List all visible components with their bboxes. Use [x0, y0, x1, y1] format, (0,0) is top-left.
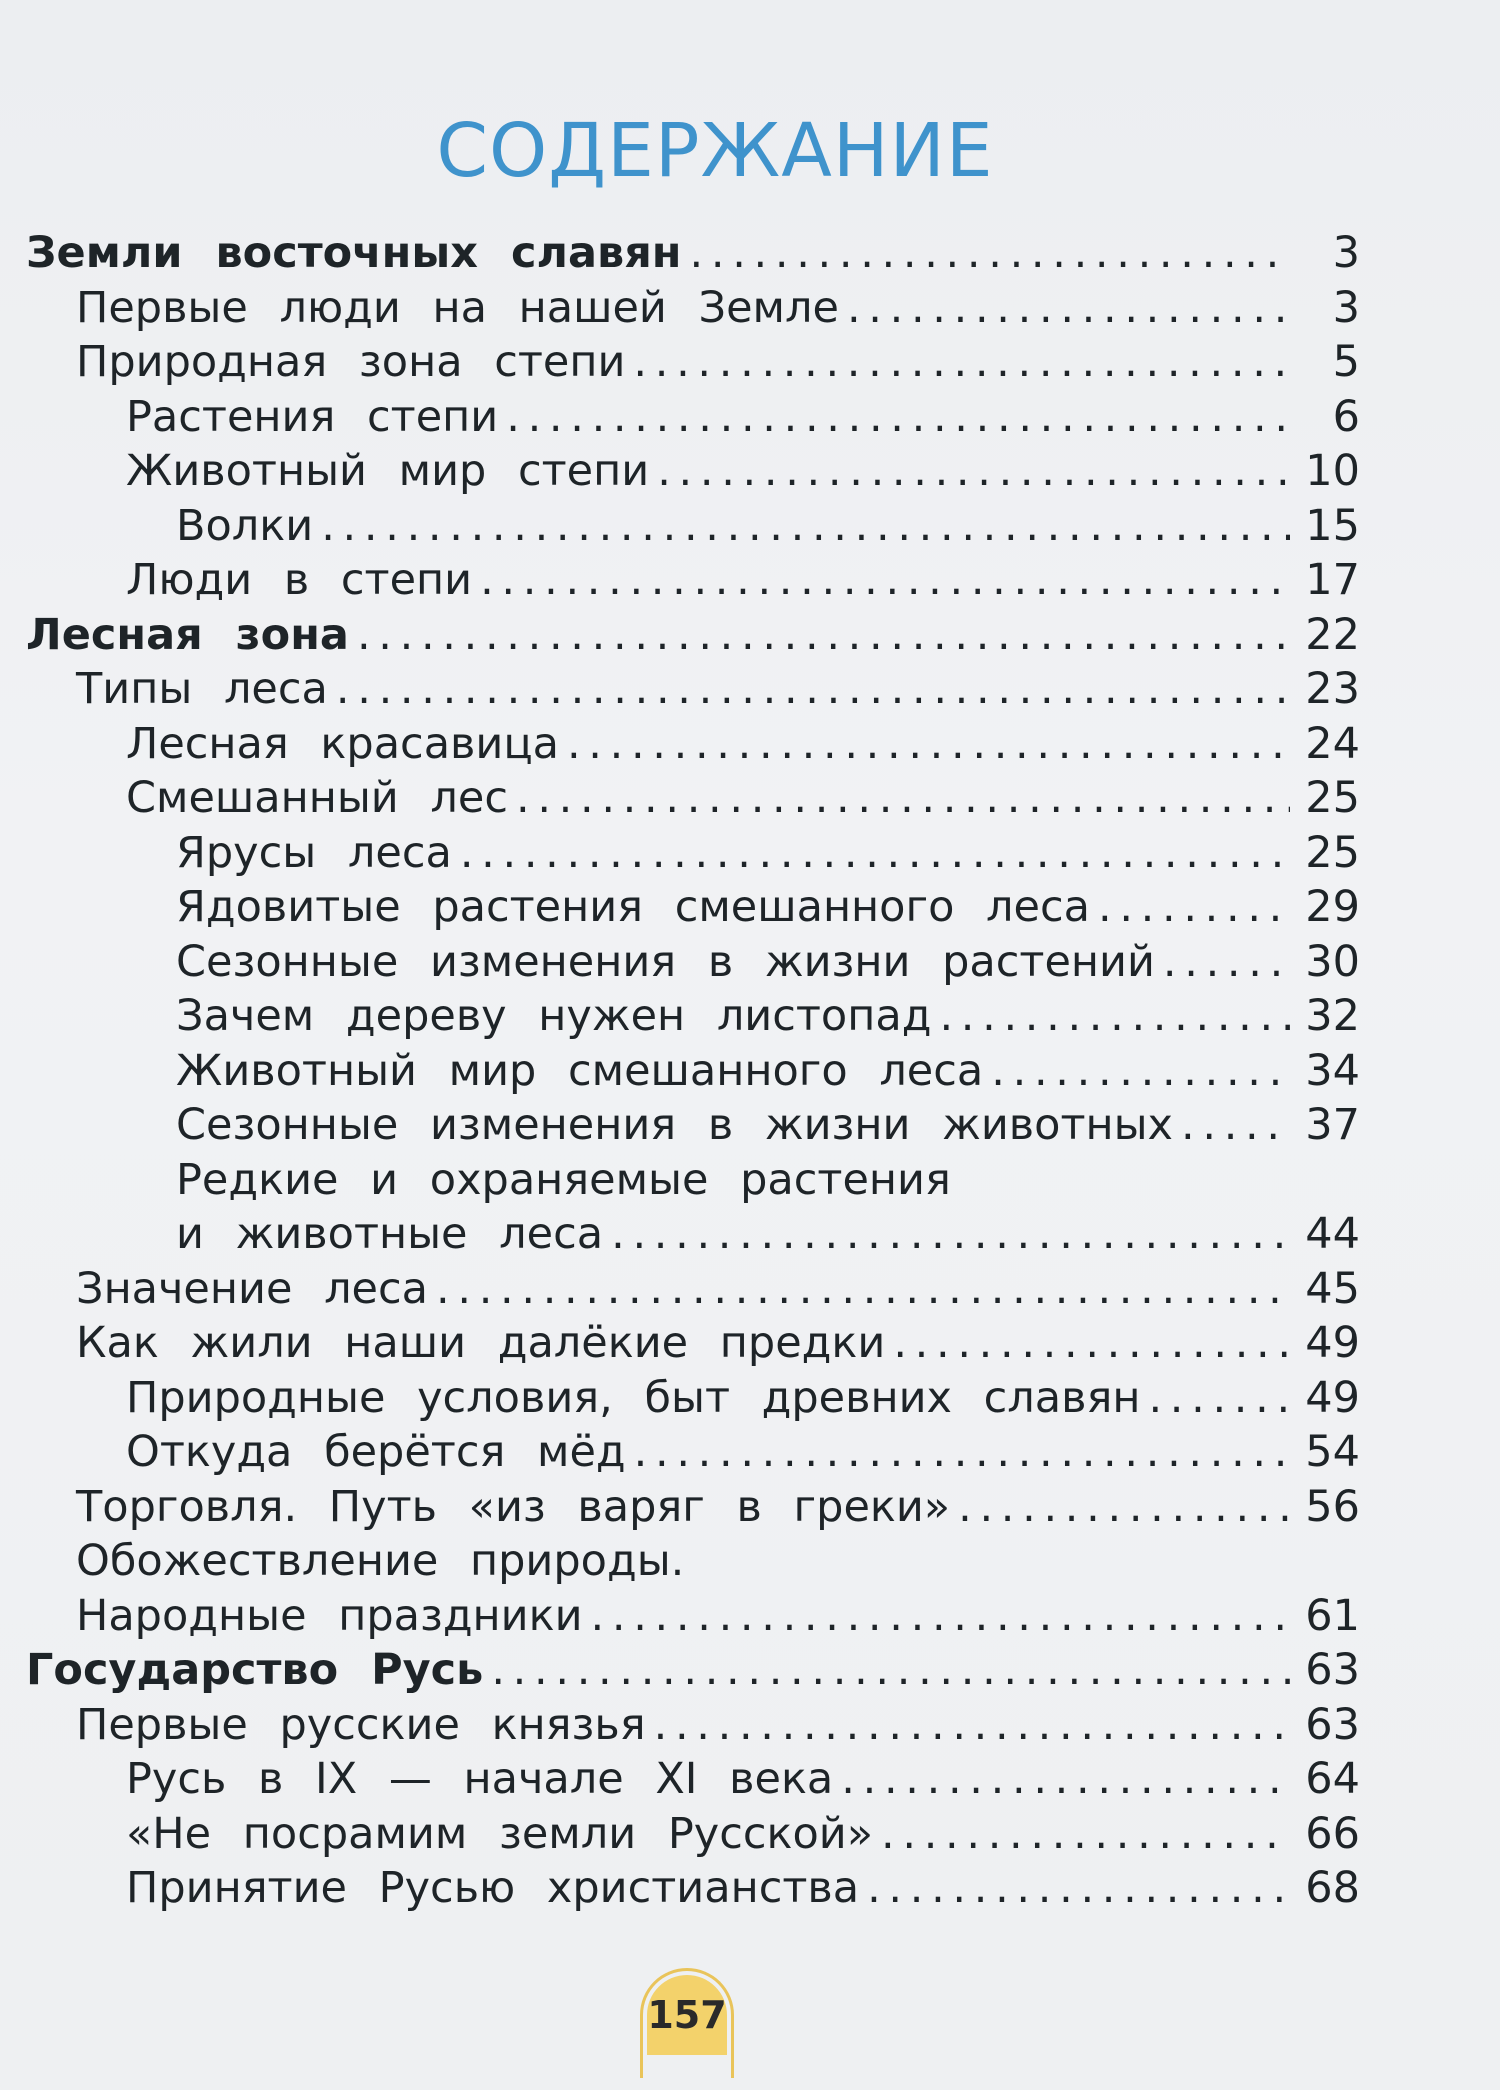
toc-entry-label: Русь в IX — начале XI века	[126, 1754, 834, 1804]
toc-row	[0, 1480, 1500, 1534]
toc-entry[interactable]	[126, 444, 1360, 498]
toc-page-number: 63	[1305, 1645, 1360, 1695]
toc-entry-label: Сезонные изменения в жизни животных	[176, 1100, 1174, 1150]
toc-entry-label: Животный мир степи	[126, 446, 650, 496]
toc-entry[interactable]	[126, 1807, 1360, 1861]
toc-row	[0, 880, 1500, 934]
toc-entry-label: Природная зона степи	[76, 337, 626, 387]
toc-page-number: 3	[1332, 228, 1360, 278]
toc-entry-label: Как жили наши далёкие предки	[76, 1318, 886, 1368]
toc-leader-dots	[867, 1861, 1290, 1915]
toc-entry-label: Принятие Русью христианства	[126, 1863, 860, 1913]
toc-leader-dots	[611, 1207, 1290, 1261]
toc-leader-dots	[893, 1316, 1290, 1370]
toc-entry-label: Редкие и охраняемые растения	[176, 1154, 951, 1205]
toc-leader-dots	[633, 335, 1290, 389]
toc-leader-dots	[654, 1698, 1290, 1752]
toc-row	[0, 335, 1500, 389]
toc-leader-dots	[460, 826, 1290, 880]
toc-row	[0, 281, 1500, 335]
toc-leader-dots	[690, 226, 1290, 280]
toc-page-number: 23	[1305, 664, 1360, 714]
toc-entry[interactable]	[126, 1425, 1360, 1479]
toc-entry-label: Люди в степи	[126, 555, 473, 605]
toc-row	[0, 1098, 1500, 1152]
toc-entry[interactable]	[176, 1098, 1360, 1152]
toc-entry[interactable]	[126, 771, 1360, 825]
toc-leader-dots	[634, 1425, 1290, 1479]
toc-leader-dots	[1098, 880, 1290, 934]
toc-entry[interactable]	[176, 989, 1360, 1043]
toc-entry[interactable]	[126, 390, 1360, 444]
toc-entry-label: Типы леса	[76, 664, 328, 714]
toc-section-title: Земли восточных славян	[26, 228, 682, 278]
toc-leader-dots	[1148, 1371, 1290, 1425]
toc-page-number: 3	[1332, 282, 1360, 333]
toc-page-number: 45	[1305, 1263, 1360, 1314]
toc-entry[interactable]	[176, 880, 1360, 934]
toc-entry[interactable]	[176, 935, 1360, 989]
toc-entry-label: Сезонные изменения в жизни растений	[176, 936, 1155, 987]
toc-page-number: 54	[1305, 1427, 1360, 1477]
toc-row	[0, 1534, 1500, 1588]
toc-leader-dots	[847, 281, 1290, 335]
toc-entry[interactable]	[76, 1589, 1360, 1643]
toc-entry[interactable]	[126, 1752, 1360, 1806]
toc-row	[0, 1807, 1500, 1861]
toc-row	[0, 226, 1500, 280]
toc-entry-label: Природные условия, быт древних славян	[126, 1372, 1141, 1423]
toc-row	[0, 1861, 1500, 1915]
toc-row	[0, 1643, 1500, 1697]
toc-leader-dots	[657, 444, 1290, 498]
toc-page-number: 24	[1305, 718, 1360, 769]
toc-page-number: 17	[1305, 555, 1360, 605]
toc-row	[0, 1044, 1500, 1098]
toc-entry[interactable]	[76, 1698, 1360, 1752]
toc-row	[0, 1153, 1500, 1207]
toc-row	[0, 662, 1500, 716]
toc-section-title: Лесная зона	[26, 609, 349, 660]
toc-page-number: 34	[1305, 1045, 1360, 1096]
toc-row	[0, 1207, 1500, 1261]
toc-page-number: 49	[1305, 1372, 1360, 1423]
toc-row	[0, 771, 1500, 825]
toc-entry-label: Первые люди на нашей Земле	[76, 282, 839, 333]
toc-leader-dots	[958, 1480, 1290, 1534]
toc-page-number: 64	[1305, 1754, 1360, 1804]
toc-row	[0, 1698, 1500, 1752]
toc-leader-dots	[567, 717, 1290, 771]
toc-page-number: 37	[1305, 1100, 1360, 1150]
toc-leader-dots	[321, 499, 1290, 553]
toc-entry-label: Значение леса	[76, 1263, 429, 1314]
toc-entry[interactable]	[176, 1044, 1360, 1098]
toc-entry-label: Торговля. Путь «из варяг в греки»	[76, 1481, 951, 1532]
toc-page-number: 10	[1305, 446, 1360, 496]
toc-leader-dots	[1163, 935, 1290, 989]
toc-entry[interactable]	[176, 1153, 1360, 1207]
toc-entry-label: Откуда берётся мёд	[126, 1427, 626, 1477]
toc-leader-dots	[1181, 1098, 1290, 1152]
toc-entry-label: Народные праздники	[76, 1590, 583, 1641]
toc-leader-dots	[491, 1643, 1290, 1697]
toc-row	[0, 553, 1500, 607]
toc-row	[0, 1262, 1500, 1316]
toc-leader-dots	[939, 989, 1290, 1043]
toc-page-number: 68	[1305, 1863, 1360, 1913]
toc-row	[0, 1316, 1500, 1370]
toc-row	[0, 608, 1500, 662]
toc-page-number: 30	[1305, 936, 1360, 987]
toc-entry-label: Зачем дереву нужен листопад	[176, 991, 932, 1041]
toc-leader-dots	[436, 1262, 1290, 1316]
toc-page-number: 49	[1305, 1318, 1360, 1368]
page-number-badge	[647, 1975, 727, 2055]
toc-leader-dots	[516, 771, 1290, 825]
toc-entry-label: Волки	[176, 500, 314, 551]
toc-entry-label: Обожествление природы.	[76, 1536, 685, 1586]
toc-entry-label: Смешанный лес	[126, 773, 508, 823]
toc-row	[0, 935, 1500, 989]
toc-row	[0, 989, 1500, 1043]
toc-leader-dots	[480, 553, 1290, 607]
toc-leader-dots	[841, 1752, 1290, 1806]
toc-entry[interactable]	[76, 1316, 1360, 1370]
toc-entry[interactable]	[176, 826, 1360, 880]
toc-leader-dots	[357, 608, 1290, 662]
toc-page-number: 56	[1305, 1481, 1360, 1532]
toc-entry-label: Первые русские князья	[76, 1699, 646, 1750]
toc-entry[interactable]	[126, 553, 1360, 607]
page-title: СОДЕРЖАНИЕ	[436, 108, 994, 194]
toc-entry[interactable]	[76, 1480, 1360, 1534]
toc-entry[interactable]	[26, 1643, 1360, 1697]
toc-entry[interactable]	[76, 1534, 1360, 1588]
toc-entry-label: Ярусы леса	[176, 827, 452, 878]
toc-entry[interactable]	[176, 1207, 1360, 1261]
toc-row	[0, 1371, 1500, 1425]
toc-entry-label: «Не посрамим земли Русской»	[126, 1808, 874, 1859]
toc-row	[0, 826, 1500, 880]
toc-entry[interactable]	[126, 717, 1360, 771]
toc-page-number: 25	[1305, 773, 1360, 823]
toc-entry-label: и животные леса	[176, 1209, 604, 1259]
toc-page-number: 63	[1305, 1699, 1360, 1750]
toc-page-number: 6	[1332, 391, 1360, 442]
toc-page-number: 66	[1305, 1808, 1360, 1859]
toc-entry-label: Лесная красавица	[126, 718, 559, 769]
toc-row	[0, 1425, 1500, 1479]
toc-entry[interactable]	[176, 499, 1360, 553]
toc-entry-label: Животный мир смешанного леса	[176, 1045, 984, 1096]
toc-page-number: 25	[1305, 827, 1360, 878]
toc-entry-label: Растения степи	[126, 391, 499, 442]
toc-entry[interactable]	[76, 662, 1360, 716]
toc-entry[interactable]	[126, 1371, 1360, 1425]
toc-page-number: 29	[1305, 882, 1360, 932]
toc-entry-label: Ядовитые растения смешанного леса	[176, 882, 1090, 932]
toc-page-number: 61	[1305, 1590, 1360, 1641]
toc-entry[interactable]	[26, 226, 1360, 280]
toc-row	[0, 717, 1500, 771]
toc-leader-dots	[881, 1807, 1290, 1861]
toc-entry[interactable]	[76, 281, 1360, 335]
toc-row	[0, 444, 1500, 498]
toc-row	[0, 390, 1500, 444]
toc-page-number: 32	[1305, 991, 1360, 1041]
toc-page-number: 44	[1305, 1209, 1360, 1259]
page-number: 157	[647, 1993, 727, 2037]
toc-leader-dots	[506, 390, 1290, 444]
toc-leader-dots	[591, 1589, 1290, 1643]
toc-row	[0, 1752, 1500, 1806]
toc-row	[0, 499, 1500, 553]
toc-entry[interactable]	[76, 1262, 1360, 1316]
toc-page-number: 22	[1305, 609, 1360, 660]
toc-entry[interactable]	[26, 608, 1360, 662]
toc-row	[0, 1589, 1500, 1643]
toc-section-title: Государство Русь	[26, 1645, 484, 1695]
toc-page-number: 5	[1332, 337, 1360, 387]
toc-entry[interactable]	[76, 335, 1360, 389]
toc-entry[interactable]	[126, 1861, 1360, 1915]
toc-leader-dots	[336, 662, 1290, 716]
toc-leader-dots	[991, 1044, 1290, 1098]
toc-page-number: 15	[1305, 500, 1360, 551]
